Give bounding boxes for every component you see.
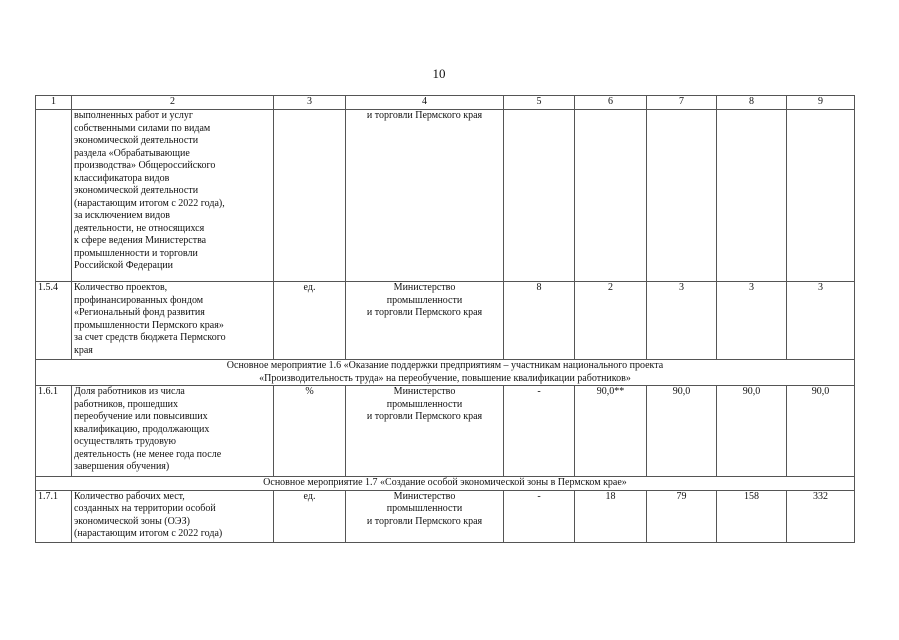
- responsible-line: промышленности: [386, 294, 463, 306]
- responsible-line: промышленности: [386, 503, 463, 514]
- name-line: (нарастающим итогом с 2022 года),: [74, 197, 225, 209]
- name-line: за счет средств бюджета Пермского: [74, 332, 226, 343]
- name-line: работников, прошедших: [74, 398, 179, 410]
- value-cell: 2: [575, 282, 647, 360]
- value-cell: 8: [504, 282, 575, 360]
- value-cell: 90,0: [717, 386, 787, 477]
- row-number: 1.6.1: [36, 386, 72, 477]
- name-line: деятельность (не менее года после: [74, 448, 222, 460]
- responsible-line: и торговли Пермского края: [366, 110, 483, 121]
- indicators-table: [35, 95, 855, 543]
- row-number: [36, 110, 72, 282]
- responsible-cell: [346, 282, 504, 360]
- unit-cell: %: [274, 386, 346, 477]
- name-line: Доля работников из числа: [74, 386, 185, 397]
- responsible-cell: [346, 490, 504, 542]
- table-row: [36, 490, 855, 542]
- page-number: 10: [432, 66, 446, 81]
- name-line: созданных на территории особой: [74, 503, 216, 514]
- table-row: [36, 386, 855, 477]
- table-header-row: [36, 96, 855, 110]
- name-line: (нарастающим итогом с 2022 года): [74, 528, 223, 539]
- value-cell: [647, 110, 717, 282]
- indicator-name: [72, 490, 274, 542]
- responsible-line: Министерство: [393, 282, 456, 293]
- name-line: экономической зоны (ОЭЗ): [74, 515, 190, 527]
- value-cell: [787, 110, 855, 282]
- responsible-line: и торговли Пермского края: [366, 307, 483, 318]
- name-line: за исключением видов: [74, 210, 170, 221]
- name-line: профинансированных фондом: [74, 294, 204, 306]
- section-line: Основное мероприятие 1.6 «Оказание поддержки предприятиям – участникам национального проекта: [226, 360, 664, 371]
- indicator-name: [72, 386, 274, 477]
- name-line: Российской Федерации: [74, 260, 174, 271]
- value-cell: [504, 110, 575, 282]
- name-line: раздела «Обрабатывающие: [74, 147, 190, 159]
- name-line: экономической деятельности: [74, 185, 199, 196]
- responsible-line: Министерство: [393, 490, 456, 502]
- unit-cell: ед.: [274, 282, 346, 360]
- value-cell: [717, 110, 787, 282]
- value-cell: 79: [647, 490, 717, 542]
- row-number: 1.7.1: [36, 490, 72, 542]
- name-line: к сфере ведения Министерства: [74, 235, 207, 246]
- column-header: 3: [274, 96, 346, 110]
- name-line: собственными силами по видам: [74, 122, 211, 134]
- value-cell: -: [504, 490, 575, 542]
- name-line: классификатора видов: [74, 172, 170, 184]
- value-cell: 332: [787, 490, 855, 542]
- indicator-name: [72, 282, 274, 360]
- value-cell: 3: [787, 282, 855, 360]
- name-line: Количество проектов,: [74, 282, 168, 293]
- column-header: 9: [787, 96, 855, 110]
- responsible-cell: [346, 110, 504, 282]
- name-line: деятельности, не относящихся: [74, 222, 205, 234]
- name-line: осуществлять трудовую: [74, 436, 177, 447]
- section-title: [36, 360, 855, 386]
- name-line: экономической деятельности: [74, 135, 199, 146]
- column-header: 2: [72, 96, 274, 110]
- value-cell: 90,0: [647, 386, 717, 477]
- responsible-cell: [346, 386, 504, 477]
- column-header: 6: [575, 96, 647, 110]
- responsible-line: и торговли Пермского края: [366, 411, 483, 422]
- value-cell: 3: [717, 282, 787, 360]
- section-title: [36, 477, 855, 491]
- table-row: [36, 110, 855, 282]
- name-line: переобучение или повысивших: [74, 411, 208, 422]
- name-line: Количество рабочих мест,: [74, 490, 185, 502]
- value-cell: 3: [647, 282, 717, 360]
- value-cell: 90,0**: [575, 386, 647, 477]
- value-cell: 90,0: [787, 386, 855, 477]
- unit-cell: ед.: [274, 490, 346, 542]
- name-line: промышленности Пермского края»: [74, 319, 224, 331]
- name-line: завершения обучения): [74, 461, 170, 472]
- column-header: 5: [504, 96, 575, 110]
- name-line: производства» Общероссийского: [74, 160, 216, 171]
- column-header: 7: [647, 96, 717, 110]
- unit-cell: [274, 110, 346, 282]
- responsible-line: промышленности: [386, 398, 463, 410]
- section-line: «Производительность труда» на переобучение, повышение квалификации работников»: [259, 372, 631, 384]
- responsible-line: и торговли Пермского края: [366, 515, 483, 527]
- name-line: выполненных работ и услуг: [74, 110, 194, 121]
- section-line: Основное мероприятие 1.7 «Создание особой экономической зоны в Пермском крае»: [263, 477, 627, 488]
- name-line: «Региональный фонд развития: [74, 307, 205, 318]
- name-line: квалификацию, продолжающих: [74, 423, 210, 435]
- indicator-name: [72, 110, 274, 282]
- section-row: [36, 360, 855, 386]
- table-row: [36, 282, 855, 360]
- section-row: [36, 477, 855, 491]
- column-header: 1: [36, 96, 72, 110]
- name-line: края: [74, 344, 93, 356]
- responsible-line: Министерство: [393, 386, 456, 397]
- name-line: промышленности и торговли: [74, 247, 198, 259]
- value-cell: [575, 110, 647, 282]
- value-cell: 18: [575, 490, 647, 542]
- row-number: 1.5.4: [36, 282, 72, 360]
- value-cell: -: [504, 386, 575, 477]
- value-cell: 158: [717, 490, 787, 542]
- column-header: 8: [717, 96, 787, 110]
- column-header: 4: [346, 96, 504, 110]
